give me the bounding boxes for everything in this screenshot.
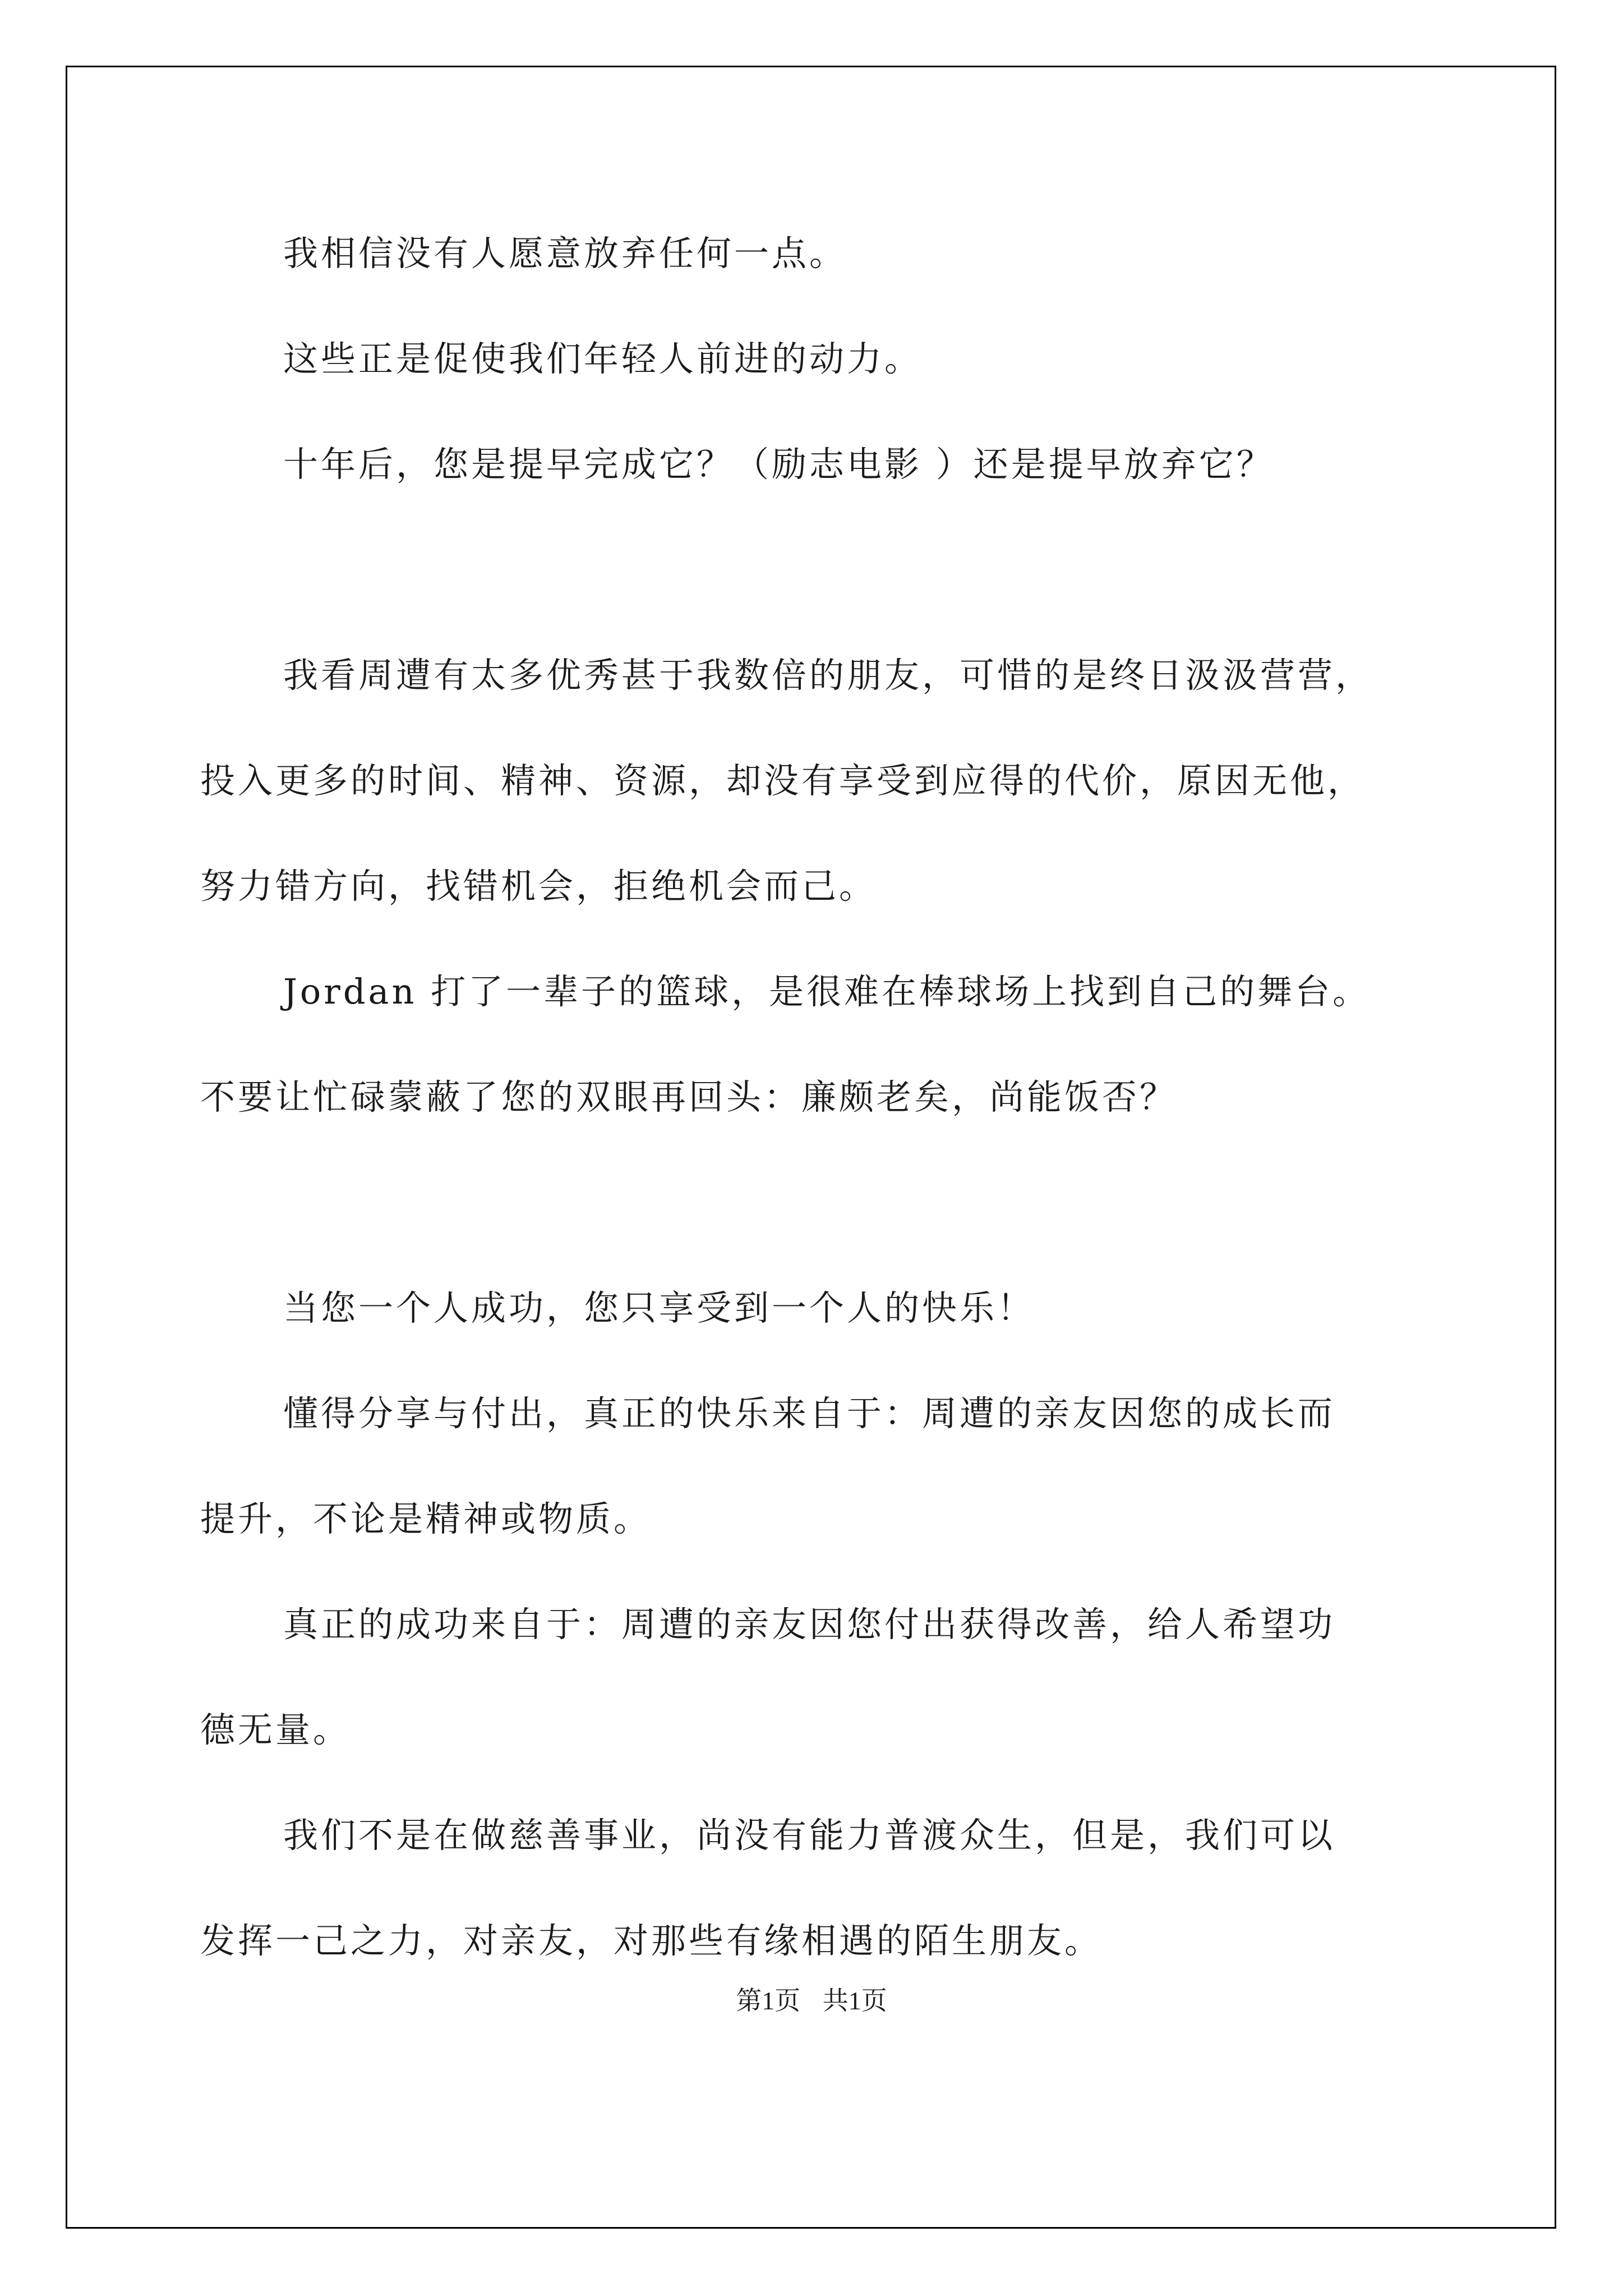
page-border — [66, 66, 1556, 2229]
paragraph-line: 我看周遭有太多优秀甚于我数倍的朋友，可惜的是终日汲汲营营， — [283, 655, 1373, 696]
paragraph-line: 我相信没有人愿意放弃任何一点。 — [283, 233, 847, 274]
paragraph-line: 真正的成功来自于：周遭的亲友因您付出获得改善，给人希望功 — [283, 1604, 1336, 1645]
page-number: 第1页 — [736, 1986, 801, 2015]
paragraph-line: 我们不是在做慈善事业，尚没有能力普渡众生，但是，我们可以 — [283, 1815, 1336, 1856]
page-total: 共1页 — [822, 1986, 887, 2015]
paragraph-line: 努力错方向，找错机会，拒绝机会而己。 — [200, 866, 877, 907]
paragraph-line: 投入更多的时间、精神、资源，却没有享受到应得的代价，原因无他， — [200, 760, 1366, 801]
page-footer — [0, 1980, 1623, 2017]
paragraph-line: 不要让忙碌蒙蔽了您的双眼再回头：廉颇老矣，尚能饭否？ — [200, 1076, 1178, 1117]
paragraph-line: 当您一个人成功，您只享受到一个人的快乐！ — [283, 1287, 1035, 1328]
paragraph-line: 十年后，您是提早完成它？（励志电影 ）还是提早放弃它？ — [283, 444, 1274, 485]
paragraph-line: Jordan 打了一辈子的篮球，是很难在棒球场上找到自己的舞台。 — [283, 971, 1371, 1012]
paragraph-line: 德无量。 — [200, 1709, 351, 1750]
paragraph-line: 这些正是促使我们年轻人前进的动力。 — [283, 338, 923, 379]
paragraph-line: 懂得分享与付出，真正的快乐来自于：周遭的亲友因您的成长而 — [283, 1393, 1336, 1434]
paragraph-line: 提升，不论是精神或物质。 — [200, 1498, 652, 1539]
paragraph-line: 发挥一己之力，对亲友，对那些有缘相遇的陌生朋友。 — [200, 1920, 1103, 1961]
